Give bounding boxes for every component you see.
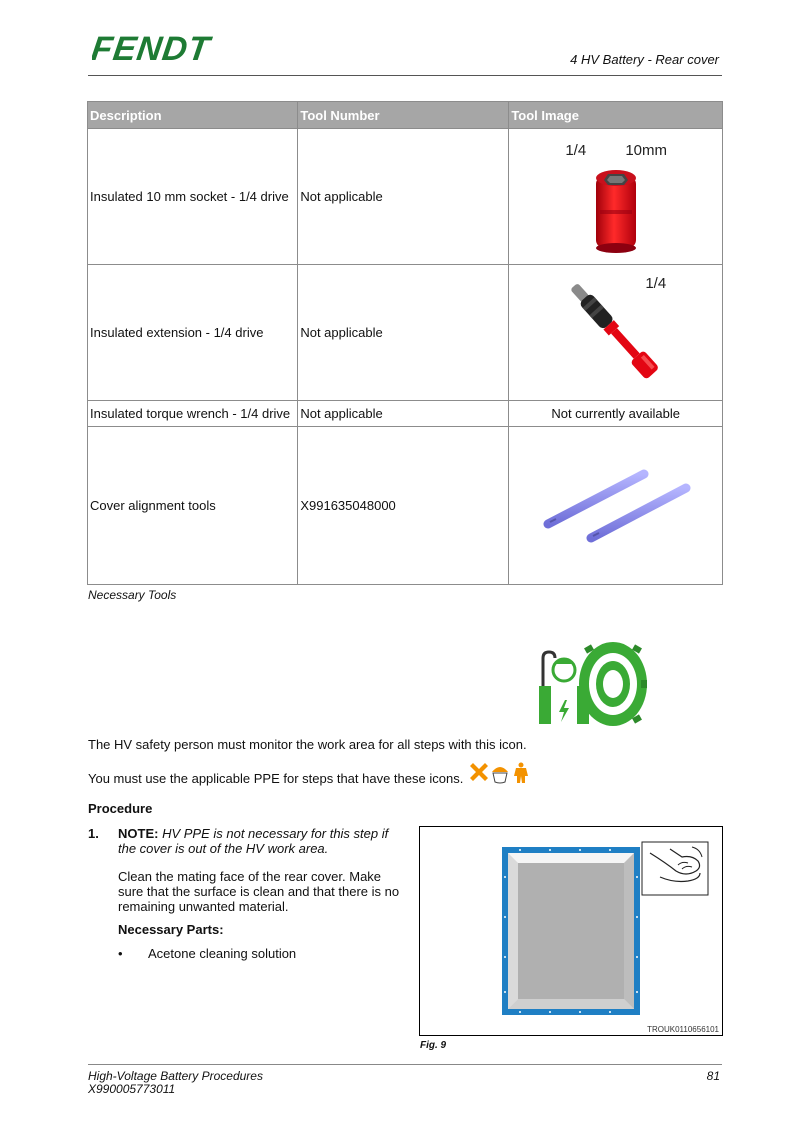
extension-icon	[551, 278, 681, 388]
fendt-logo	[92, 32, 250, 69]
tool-number: Not applicable	[298, 265, 509, 401]
tool-description: Insulated torque wrench - 1/4 drive	[88, 401, 298, 427]
gloves-icon	[470, 763, 488, 781]
table-row	[88, 265, 723, 401]
tool-image-socket	[509, 129, 723, 265]
tool-number: Not applicable	[298, 401, 509, 427]
step-note	[118, 826, 408, 856]
tool-description: Insulated extension - 1/4 drive	[88, 265, 298, 401]
tool-image-unavailable: Not currently available	[509, 401, 723, 427]
protective-suit-icon	[514, 763, 528, 784]
socket-icon	[586, 166, 646, 256]
svg-text:FENDT: FENDT	[92, 32, 213, 64]
tool-number: Not applicable	[298, 129, 509, 265]
header-tool-image: Tool Image	[509, 102, 723, 129]
bullet-icon: •	[118, 946, 123, 961]
tool-number: X991635048000	[298, 427, 509, 585]
tool-description: Insulated 10 mm socket - 1/4 drive	[88, 129, 298, 265]
header-divider	[88, 75, 722, 76]
part-name: Acetone cleaning solution	[148, 946, 297, 961]
table-row	[88, 427, 723, 585]
step-number: 1.	[88, 826, 99, 841]
necessary-tools-table	[87, 101, 723, 585]
table-row	[88, 401, 723, 427]
necessary-parts-heading: Necessary Parts:	[118, 922, 224, 937]
tool-image-alignment	[509, 427, 723, 585]
note-label: NOTE:	[118, 826, 159, 841]
page-number: 81	[706, 1069, 720, 1083]
extension-drive-label: 1/4	[645, 275, 667, 292]
ppe-icons	[468, 762, 532, 789]
section-title: 4 HV Battery - Rear cover	[570, 52, 719, 67]
note-text: HV PPE is not necessary for this step if the cover is out of the HV work area.	[118, 826, 389, 856]
socket-drive-label: 1/4	[565, 142, 587, 159]
footer-document-code: X990005773011	[88, 1082, 176, 1096]
step-instruction: Clean the mating face of the rear cover. Make sure that the surface is clean and that there is no remaining unwanted material.	[118, 869, 400, 914]
rear-cover-illustration	[420, 827, 722, 1023]
face-shield-helmet-icon	[492, 767, 508, 783]
header-tool-number: Tool Number	[298, 102, 509, 129]
header-description: Description	[88, 102, 298, 129]
socket-size-label: 10mm	[625, 142, 667, 159]
table-row	[88, 129, 723, 265]
table-caption: Necessary Tools	[88, 588, 177, 602]
figure-caption: Fig. 9	[420, 1040, 447, 1051]
footer-divider	[88, 1064, 722, 1065]
hand-cleaning-icon	[642, 842, 708, 895]
figure-rear-cover	[419, 826, 723, 1036]
hv-safety-person-icon	[529, 640, 649, 733]
figure-code: TROUK0110656101	[647, 1025, 719, 1034]
tool-image-extension	[509, 265, 723, 401]
table-header-row	[88, 102, 723, 129]
step-body	[118, 826, 408, 961]
procedure-heading: Procedure	[88, 801, 153, 816]
alignment-tools-icon	[536, 466, 696, 546]
tool-description: Cover alignment tools	[88, 427, 298, 585]
hv-person-instruction: The HV safety person must monitor the work area for all steps with this icon.	[88, 737, 527, 752]
footer-document-title: High-Voltage Battery Procedures	[88, 1069, 263, 1083]
ppe-instruction: You must use the applicable PPE for steps that have these icons.	[88, 771, 464, 786]
list-item	[118, 946, 408, 961]
